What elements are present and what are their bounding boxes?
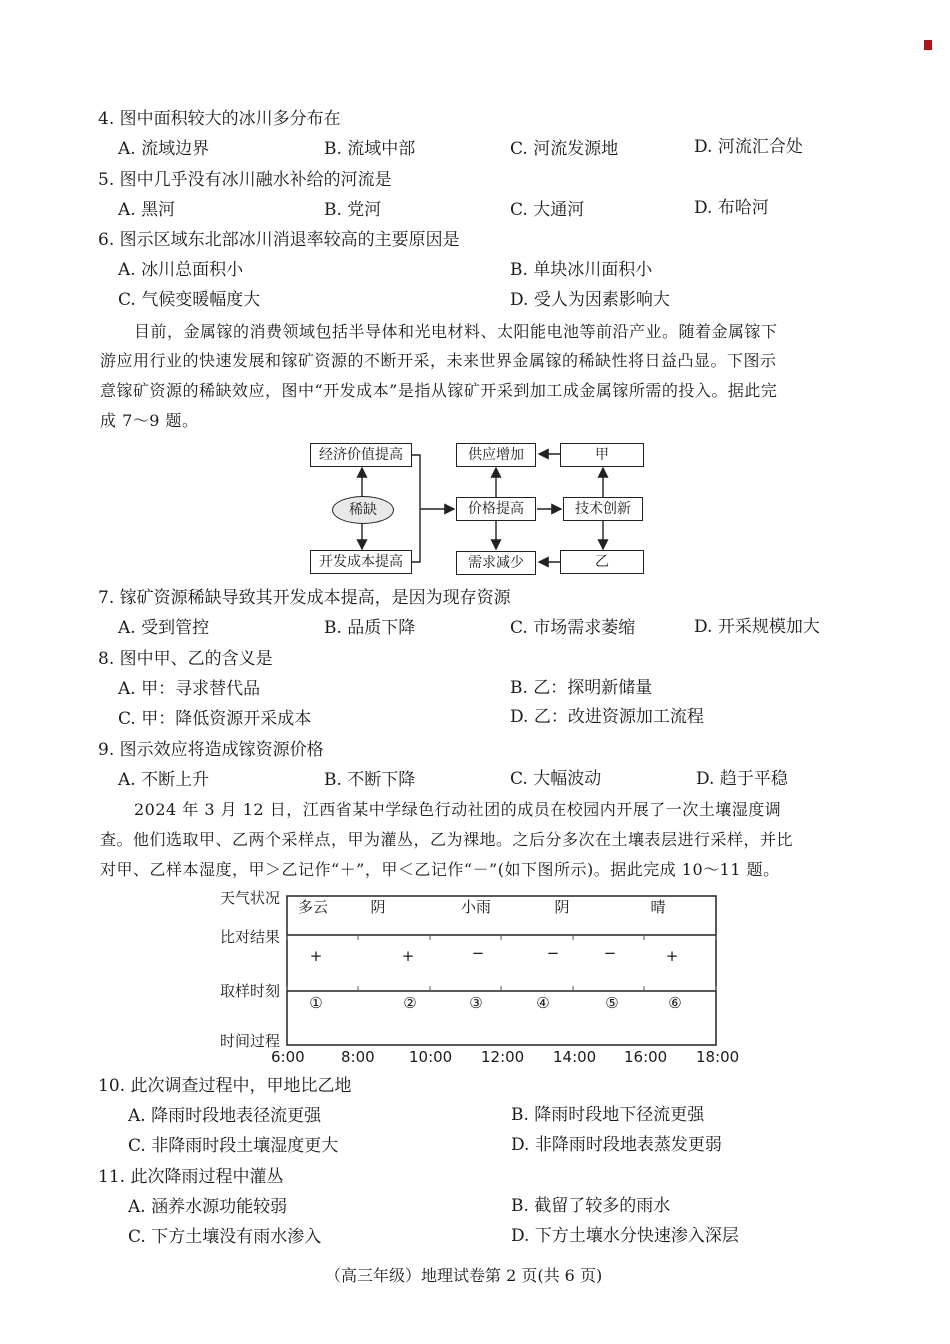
- tick-6: 6:00: [271, 1048, 305, 1066]
- tick-10: 10:00: [409, 1048, 453, 1066]
- q10-option-d: D. 非降雨时段地表蒸发更弱: [511, 1135, 722, 1155]
- flow-price: 价格提高: [456, 497, 536, 521]
- q5-stem: 5. 图中几乎没有冰川融水补给的河流是: [98, 170, 392, 190]
- sample-1: ①: [309, 994, 323, 1012]
- q4-stem: 4. 图中面积较大的冰川多分布在: [98, 109, 341, 129]
- sample-2: ②: [403, 994, 417, 1012]
- tick-16: 16:00: [624, 1048, 668, 1066]
- passage2-line-3: 对甲、乙样本湿度，甲＞乙记作“＋”，甲＜乙记作“－”(如下图所示)。据此完成 10～11 题。: [100, 860, 780, 879]
- tick-8: 8:00: [341, 1048, 375, 1066]
- tick-14: 14:00: [553, 1048, 597, 1066]
- row-label-sample: 取样时刻: [220, 982, 281, 1000]
- result-3: −: [471, 944, 485, 962]
- flow-dev-cost: 开发成本提高: [310, 550, 412, 574]
- q5-option-a: A. 黑河: [118, 200, 176, 220]
- result-4: −: [546, 944, 560, 962]
- flow-jia: 甲: [560, 443, 644, 467]
- q10-option-b: B. 降雨时段地下径流更强: [511, 1105, 705, 1125]
- q10-option-a: A. 降雨时段地表径流更强: [128, 1106, 322, 1126]
- weather-2: 阴: [370, 898, 386, 916]
- q11-option-c: C. 下方土壤没有雨水渗入: [128, 1227, 322, 1247]
- result-6: +: [665, 947, 679, 965]
- q10-stem: 10. 此次调查过程中，甲地比乙地: [98, 1076, 352, 1096]
- sample-6: ⑥: [668, 994, 682, 1012]
- q4-option-d: D. 河流汇合处: [694, 137, 803, 157]
- passage2-line-2: 查。他们选取甲、乙两个采样点，甲为灌丛，乙为裸地。之后分多次在土壤表层进行采样，并比: [100, 830, 794, 849]
- result-5: −: [603, 944, 617, 962]
- sample-5: ⑤: [605, 994, 619, 1012]
- q11-stem: 11. 此次降雨过程中灌丛: [98, 1167, 284, 1187]
- q5-option-d: D. 布哈河: [694, 198, 769, 218]
- weather-4: 阴: [554, 898, 570, 916]
- q5-option-c: C. 大通河: [510, 200, 585, 220]
- passage1-line-3: 意镓矿资源的稀缺效应，图中“开发成本”是指从镓矿开采到加工成金属镓所需的投入。据此完: [100, 381, 778, 400]
- q7-stem: 7. 镓矿资源稀缺导致其开发成本提高，是因为现存资源: [98, 588, 511, 608]
- q9-stem: 9. 图示效应将造成镓资源价格: [98, 740, 324, 760]
- q4-option-b: B. 流域中部: [324, 139, 416, 159]
- q6-option-a: A. 冰川总面积小: [118, 260, 244, 280]
- passage1-line-4: 成 7～9 题。: [100, 411, 199, 430]
- flow-tech: 技术创新: [563, 497, 643, 521]
- q9-option-c: C. 大幅波动: [510, 769, 602, 789]
- flow-econ-value: 经济价值提高: [310, 443, 412, 467]
- passage2-line-1: 2024 年 3 月 12 日，江西省某中学绿色行动社团的成员在校园内开展了一次土壤湿度调: [134, 800, 782, 819]
- q11-option-b: B. 截留了较多的雨水: [511, 1196, 671, 1216]
- page-footer: （高三年级）地理试卷第 2 页(共 6 页): [325, 1266, 603, 1285]
- weather-1: 多云: [297, 898, 329, 916]
- q6-option-c: C. 气候变暖幅度大: [118, 290, 261, 310]
- q8-option-a: A. 甲：寻求替代品: [118, 679, 261, 699]
- sample-3: ③: [469, 994, 483, 1012]
- weather-3: 小雨: [460, 898, 492, 916]
- q8-option-c: C. 甲：降低资源开采成本: [118, 709, 312, 729]
- q8-stem: 8. 图中甲、乙的含义是: [98, 649, 273, 669]
- tick-12: 12:00: [481, 1048, 525, 1066]
- weather-5: 晴: [650, 898, 666, 916]
- q9-option-b: B. 不断下降: [324, 770, 416, 790]
- flow-yi: 乙: [560, 550, 644, 574]
- q8-option-d: D. 乙：改进资源加工流程: [510, 707, 704, 727]
- row-label-weather: 天气状况: [220, 889, 281, 907]
- q9-option-d: D. 趋于平稳: [696, 769, 788, 789]
- tick-18: 18:00: [696, 1048, 740, 1066]
- flow-scarcity: 稀缺: [332, 496, 394, 524]
- sample-4: ④: [536, 994, 550, 1012]
- q4-option-c: C. 河流发源地: [510, 139, 619, 159]
- passage1-line-2: 游应用行业的快速发展和镓矿资源的不断开采，未来世界金属镓的稀缺性将日益凸显。下图示: [100, 351, 777, 370]
- q7-option-b: B. 品质下降: [324, 618, 416, 638]
- row-label-time: 时间过程: [220, 1032, 281, 1050]
- q6-option-d: D. 受人为因素影响大: [510, 290, 670, 310]
- q6-option-b: B. 单块冰川面积小: [510, 260, 653, 280]
- q7-option-a: A. 受到管控: [118, 618, 210, 638]
- passage1-line-1: 目前，金属镓的消费领域包括半导体和光电材料、太阳能电池等前沿产业。随着金属镓下: [134, 322, 778, 341]
- flow-supply: 供应增加: [456, 443, 536, 467]
- row-label-result: 比对结果: [220, 928, 281, 946]
- q6-stem: 6. 图示区域东北部冰川消退率较高的主要原因是: [98, 230, 460, 250]
- result-1: +: [309, 947, 323, 965]
- q10-option-c: C. 非降雨时段土壤湿度更大: [128, 1136, 339, 1156]
- q8-option-b: B. 乙：探明新储量: [510, 678, 653, 698]
- q5-option-b: B. 党河: [324, 200, 382, 220]
- flow-demand: 需求减少: [456, 551, 536, 575]
- q9-option-a: A. 不断上升: [118, 770, 210, 790]
- q7-option-d: D. 开采规模加大: [694, 617, 820, 637]
- result-2: +: [401, 947, 415, 965]
- q7-option-c: C. 市场需求萎缩: [510, 618, 636, 638]
- q11-option-d: D. 下方土壤水分快速渗入深层: [511, 1226, 739, 1246]
- q4-option-a: A. 流域边界: [118, 139, 210, 159]
- q11-option-a: A. 涵养水源功能较弱: [128, 1197, 288, 1217]
